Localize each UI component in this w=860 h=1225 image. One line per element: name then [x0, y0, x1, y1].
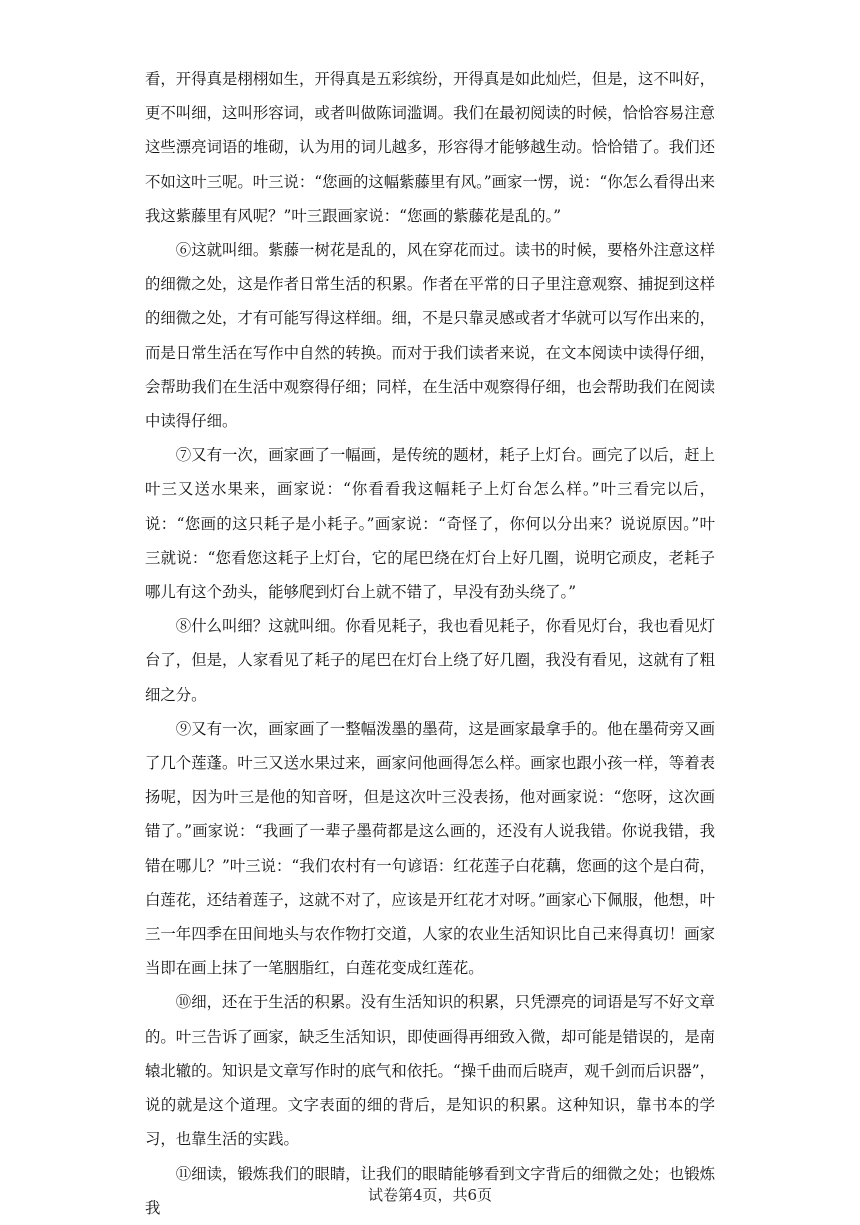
paragraph-8: ⑧什么叫细？这就叫细。你看见耗子，我也看见耗子，你看见灯台，我也看见灯台了，但是，人家看见了耗子的尾巴在灯台上绕了好几圈，我没有看见，这就有了粗细之分。 [145, 617, 715, 704]
paragraph-5-continued: 看，开得真是栩栩如生，开得真是五彩缤纷，开得真是如此灿烂，但是，这不叫好，更不叫细，这叫形容词，或者叫做陈词滥调。我们在最初阅读的时候，恰恰容易注意这些漂亮词语的堆砌，认为用的词儿越多，形容得才能够越生动。恰恰错了。我们还不如这叶三呢。叶三说：“您画的这幅紫藤里有风。”画家一愣，说：“你怎么看得出来我这紫藤里有风呢？”叶三跟画家说：“您画的紫藤花是乱的。” [145, 70, 715, 225]
paragraph-9: ⑨又有一次，画家画了一整幅泼墨的墨荷，这是画家最拿手的。他在墨荷旁又画了几个莲蓬。叶三又送水果过来，画家问他画得怎么样。画家也跟小孩一样，等着表扬呢，因为叶三是他的知音呀，但是这次叶三没表扬，他对画家说：“您呀，这次画错了。”画家说：“我画了一辈子墨荷都是这么画的，还没有人说我错。你说我错，我错在哪儿？”叶三说：“我们农村有一句谚语：红花莲子白花藕，您画的这个是白荷，白莲花，还结着莲子，这就不对了，应该是开红花才对呀。”画家心下佩服，他想，叶三一年四季在田间地头与农作物打交道，人家的农业生活知识比自己来得真切！画家当即在画上抹了一笔胭脂红，白莲花变成红莲花。 [145, 719, 715, 978]
paragraph-6: ⑥这就叫细。紫藤一树花是乱的，风在穿花而过。读书的时候，要格外注意这样的细微之处，这是作者日常生活的积累。作者在平常的日子里注意观察、捕捉到这样的细微之处，才有可能写得这样细。细，不是只靠灵感或者才华就可以写作出来的，而是日常生活在写作中自然的转换。而对于我们读者来说，在文本阅读中读得仔细，会帮助我们在生活中观察得仔细；同样，在生活中观察得仔细，也会帮助我们在阅读中读得仔细。 [145, 241, 715, 431]
paragraph-10: ⑩细，还在于生活的积累。没有生活知识的积累，只凭漂亮的词语是写不好文章的。叶三告诉了画家，缺乏生活知识，即使画得再细致入微，却可能是错误的，是南辕北辙的。知识是文章写作时的底气和依托。“操千曲而后晓声，观千剑而后识器”，说的就是这个道理。文字表面的细的背后，是知识的积累。这种知识，靠书本的学习，也靠生活的实践。 [145, 993, 715, 1149]
paragraph-7: ⑦又有一次，画家画了一幅画，是传统的题材，耗子上灯台。画完了以后，赶上叶三又送水果来，画家说：“你看看我这幅耗子上灯台怎么样。”叶三看完以后，说：“您画的这只耗子是小耗子。”画家说：“奇怪了，你何以分出来？说说原因。”叶三就说：“您看您这耗子上灯台，它的尾巴绕在灯台上好几圈，说明它顽皮，老耗子哪儿有这个劲头，能够爬到灯台上就不错了，早没有劲头绕了。” [145, 446, 715, 602]
article-body [145, 62, 715, 1225]
paragraph-11: ⑪细读，锻炼我们的眼睛，让我们的眼睛能够看到文字背后的细微之处；也锻炼我 [145, 1164, 715, 1217]
page-footer: 试卷第4页，共6页 [367, 1186, 493, 1204]
